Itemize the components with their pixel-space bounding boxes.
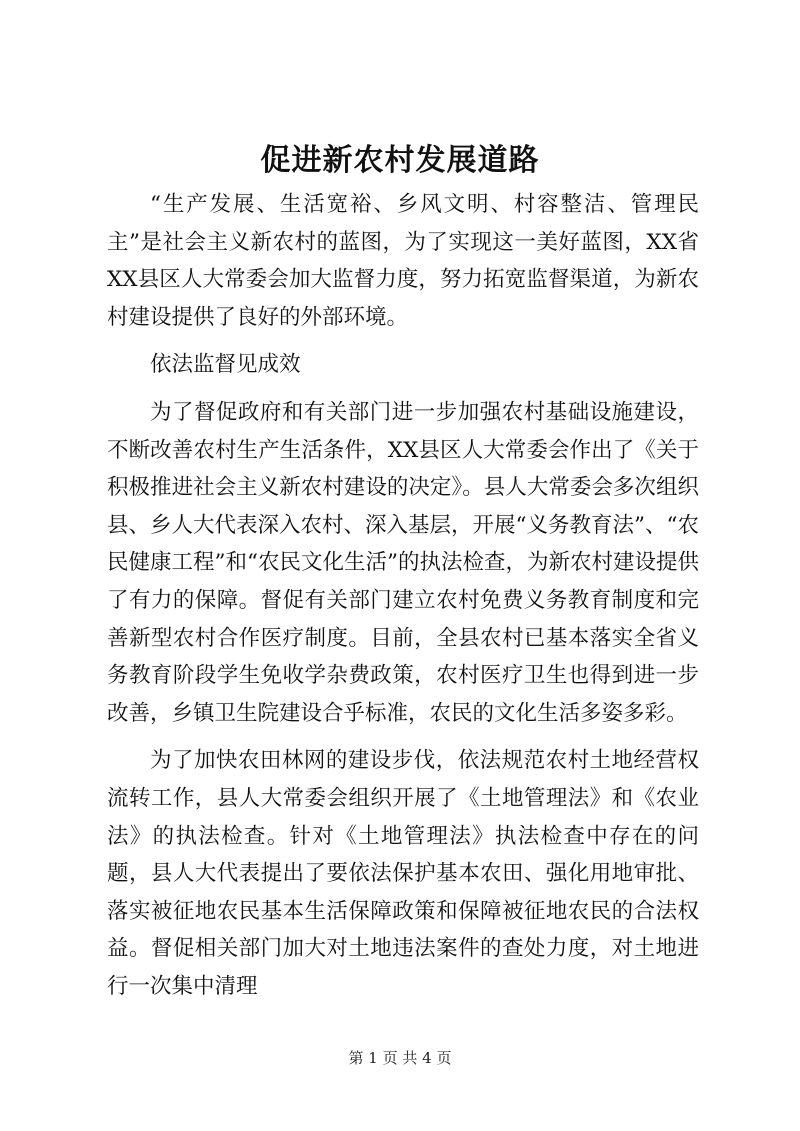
paragraph-intro: “生产发展、生活宽裕、乡风文明、村容整洁、管理民主”是社会主义新农村的蓝图，为了实现这一美好蓝图，XX省XX县区人大常委会加大监督力度，努力拓宽监督渠道，为新农村建设提供了良好的外部环境。 bbox=[107, 192, 699, 330]
section-heading: 依法监督见成效 bbox=[150, 352, 301, 378]
document-title: 促进新农村发展道路 bbox=[260, 143, 540, 178]
document-body bbox=[107, 186, 699, 1005]
paragraph-supervision: 为了督促政府和有关部门进一步加强农村基础设施建设，不断改善农村生产生活条件，XX县区人大常委会作出了《关于积极推进社会主义新农村建设的决定》。县人大常委会多次组织县、乡人大代表深入农村、深入基层，开展“义务教育法”、“农民健康工程”和“农民文化生活”的执法检查，为新农村建设提供了有力的保障。督促有关部门建立农村免费义务教育制度和完善新型农村合作医疗制度。目前，全县农村已基本落实全省义务教育阶段学生免收学杂费政策，农村医疗卫生也得到进一步改善，乡镇卫生院建设合乎标准，农民的文化生活多姿多彩。 bbox=[107, 399, 699, 726]
paragraph-land: 为了加快农田林网的建设步伐，依法规范农村土地经营权流转工作，县人大常委会组织开展了《土地管理法》和《农业法》的执法检查。针对《土地管理法》执法检查中存在的问题，县人大代表提出了要依法保护基本农田、强化用地审批、落实被征地农民基本生活保障政策和保障被征地农民的合法权益。督促相关部门加大对土地违法案件的查处力度，对土地进行一次集中清理 bbox=[107, 748, 699, 999]
page-number: 第 1 页 共 4 页 bbox=[348, 1049, 452, 1067]
